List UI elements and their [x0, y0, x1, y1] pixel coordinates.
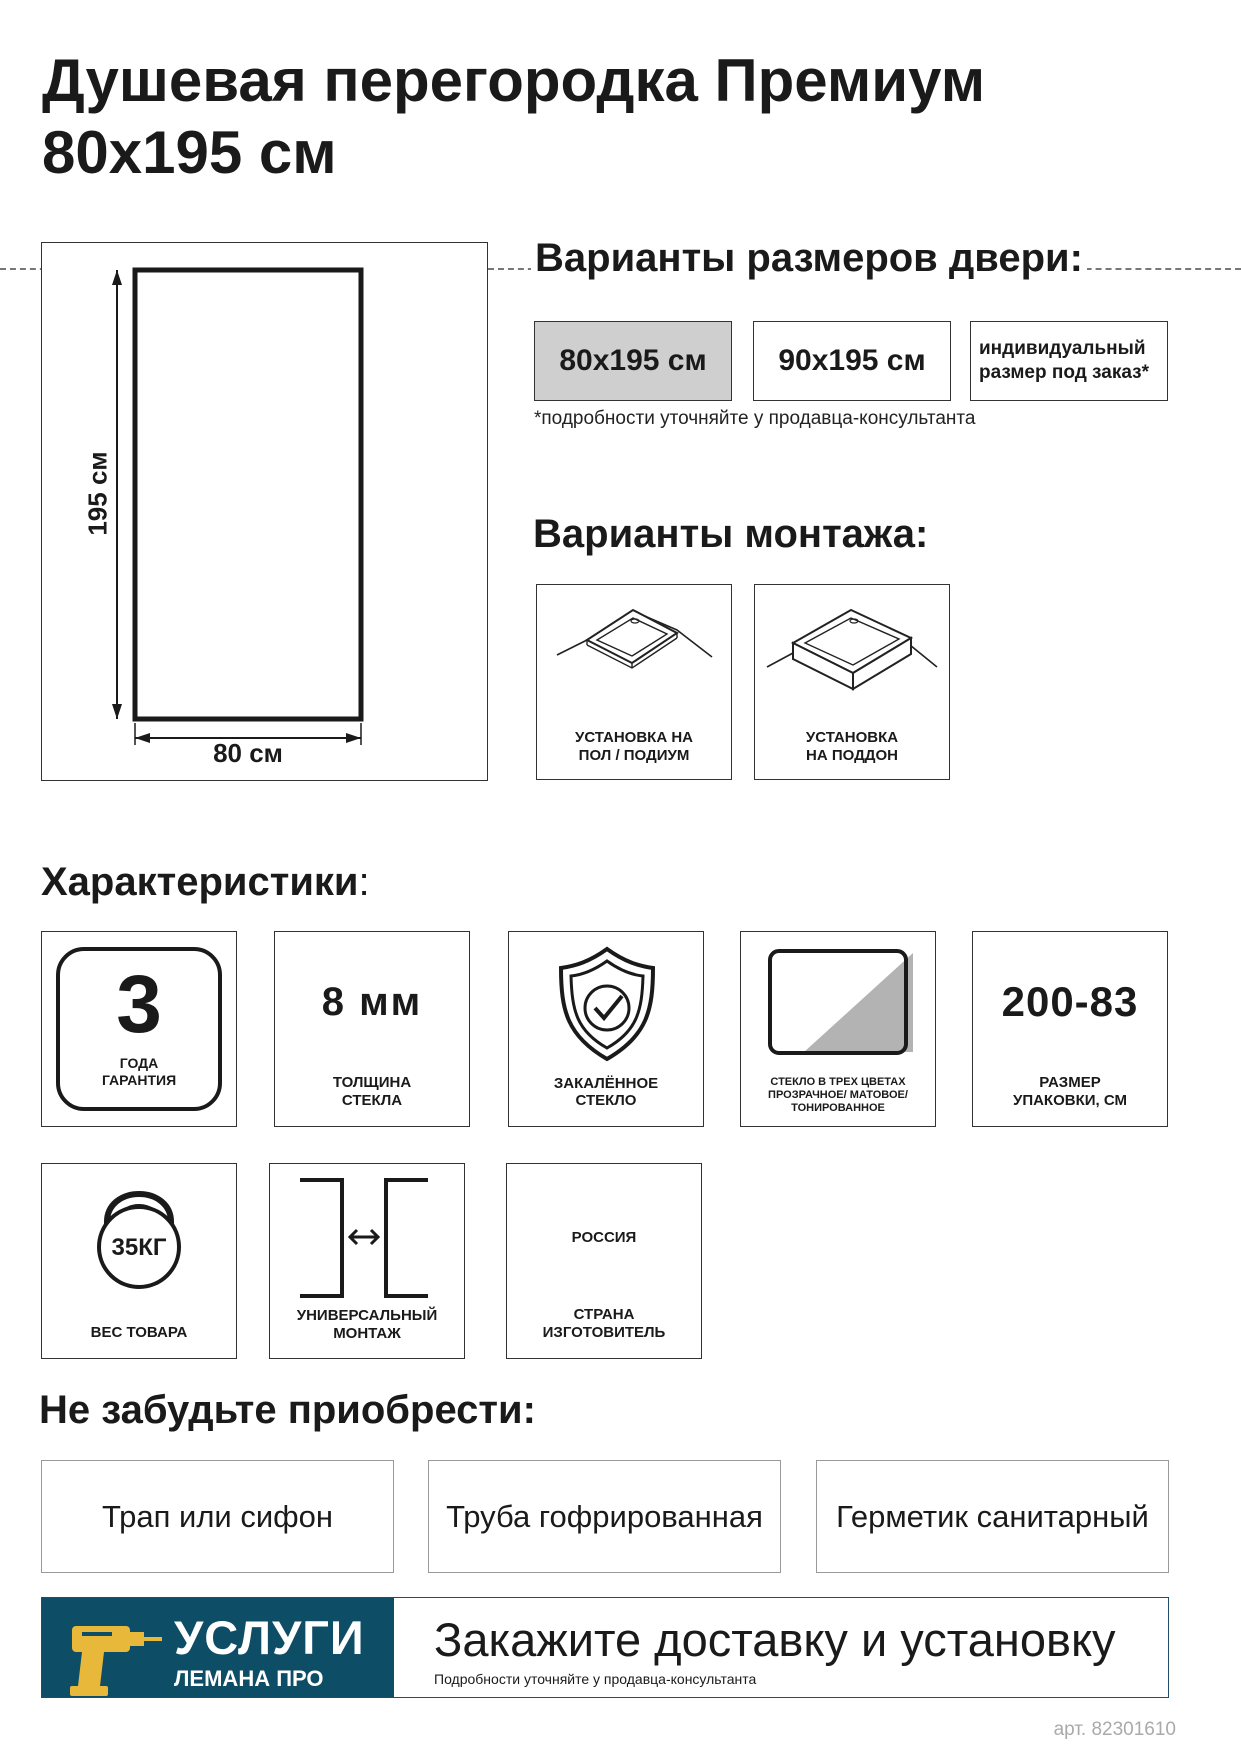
delivery-cta-subtext: Подробности уточняйте у продавца-консультанта [434, 1671, 757, 1687]
thickness-label: ТОЛЩИНА СТЕКЛА [332, 1074, 412, 1109]
width-dimension-label: 80 см [213, 738, 283, 768]
drill-icon [60, 1604, 180, 1704]
weight-value: 35КГ [111, 1234, 167, 1261]
buy-item-drain[interactable] [41, 1460, 394, 1573]
size-option-90x195[interactable] [753, 321, 951, 401]
sizes-footnote: *подробности уточняйте у продавца-консультанта [534, 408, 976, 429]
buy-item-label: Герметик санитарный [836, 1498, 1149, 1534]
buy-item-label: Трап или сифон [101, 1498, 334, 1534]
package-label: РАЗМЕР УПАКОВКИ, СМ [1012, 1074, 1127, 1109]
tempered-label: ЗАКАЛЁННОЕ СТЕКЛО [553, 1075, 659, 1109]
title-line-1: Душевая перегородка Премиум [42, 47, 986, 114]
country-value: РОССИЯ [571, 1229, 637, 1246]
services-title: УСЛУГИ [174, 1611, 365, 1664]
weight-label: ВЕС ТОВАРА [90, 1324, 188, 1341]
spec-warranty [41, 931, 237, 1127]
universal-label: УНИВЕРСАЛЬНЫЙ МОНТАЖ [296, 1307, 438, 1342]
package-value: 200-83 [1001, 978, 1139, 1025]
height-dimension-label: 195 см [82, 451, 113, 536]
mounting-heading: Варианты монтажа: [533, 512, 929, 556]
page-title [42, 45, 985, 189]
buy-item-corrugated-pipe[interactable] [428, 1460, 781, 1573]
size-option-label: 80x195 см [559, 344, 707, 377]
services-banner-panel [42, 1598, 394, 1697]
article-number: арт. 82301610 [1053, 1719, 1176, 1740]
colors-label: СТЕКЛО В ТРЕХ ЦВЕТАХ ПРОЗРАЧНОЕ/ МАТОВОЕ/ТОНИРОВАННОЕ [768, 1076, 908, 1114]
title-line-2: 80x195 см [42, 119, 337, 186]
spec-package-size [972, 931, 1168, 1127]
size-option-80x195[interactable] [534, 321, 732, 401]
sizes-heading-text: Варианты размеров двери: [531, 236, 1087, 280]
brand-name: ЛЕМАНА ПРО [174, 1666, 324, 1691]
specs-heading-text: Характеристики [41, 860, 359, 904]
size-option-label: индивидуальный размер под заказ* [979, 338, 1149, 383]
buy-item-label: Труба гофрированная [446, 1498, 763, 1534]
mount-option-label: УСТАНОВКА НА ПОДДОН [805, 729, 899, 764]
sizes-heading [531, 236, 1087, 281]
spec-tempered-glass [508, 931, 704, 1127]
thickness-value: 8 мм [321, 980, 423, 1024]
door-dimension-diagram [41, 242, 488, 781]
spec-glass-colors [740, 931, 936, 1127]
spec-weight [41, 1163, 237, 1359]
warranty-label: ГОДА ГАРАНТИЯ [102, 1055, 177, 1088]
buy-item-sealant[interactable] [816, 1460, 1169, 1573]
mount-option-tray [754, 584, 950, 780]
spec-glass-thickness [274, 931, 470, 1127]
mount-option-floor [536, 584, 732, 780]
specs-heading-colon: : [358, 860, 370, 904]
specs-heading [41, 860, 370, 905]
warranty-value: 3 [116, 959, 162, 1050]
spec-universal-mount [269, 1163, 465, 1359]
mount-option-label: УСТАНОВКА НА ПОЛ / ПОДИУМ [575, 729, 693, 764]
buy-heading: Не забудьте приобрести: [39, 1388, 536, 1432]
services-banner[interactable] [41, 1597, 1169, 1698]
country-label: СТРАНА ИЗГОТОВИТЕЛЬ [542, 1306, 666, 1341]
size-option-custom[interactable] [970, 321, 1168, 401]
size-option-label: 90x195 см [778, 344, 926, 377]
spec-country [506, 1163, 702, 1359]
delivery-cta: Закажите доставку и установку [434, 1613, 1116, 1666]
